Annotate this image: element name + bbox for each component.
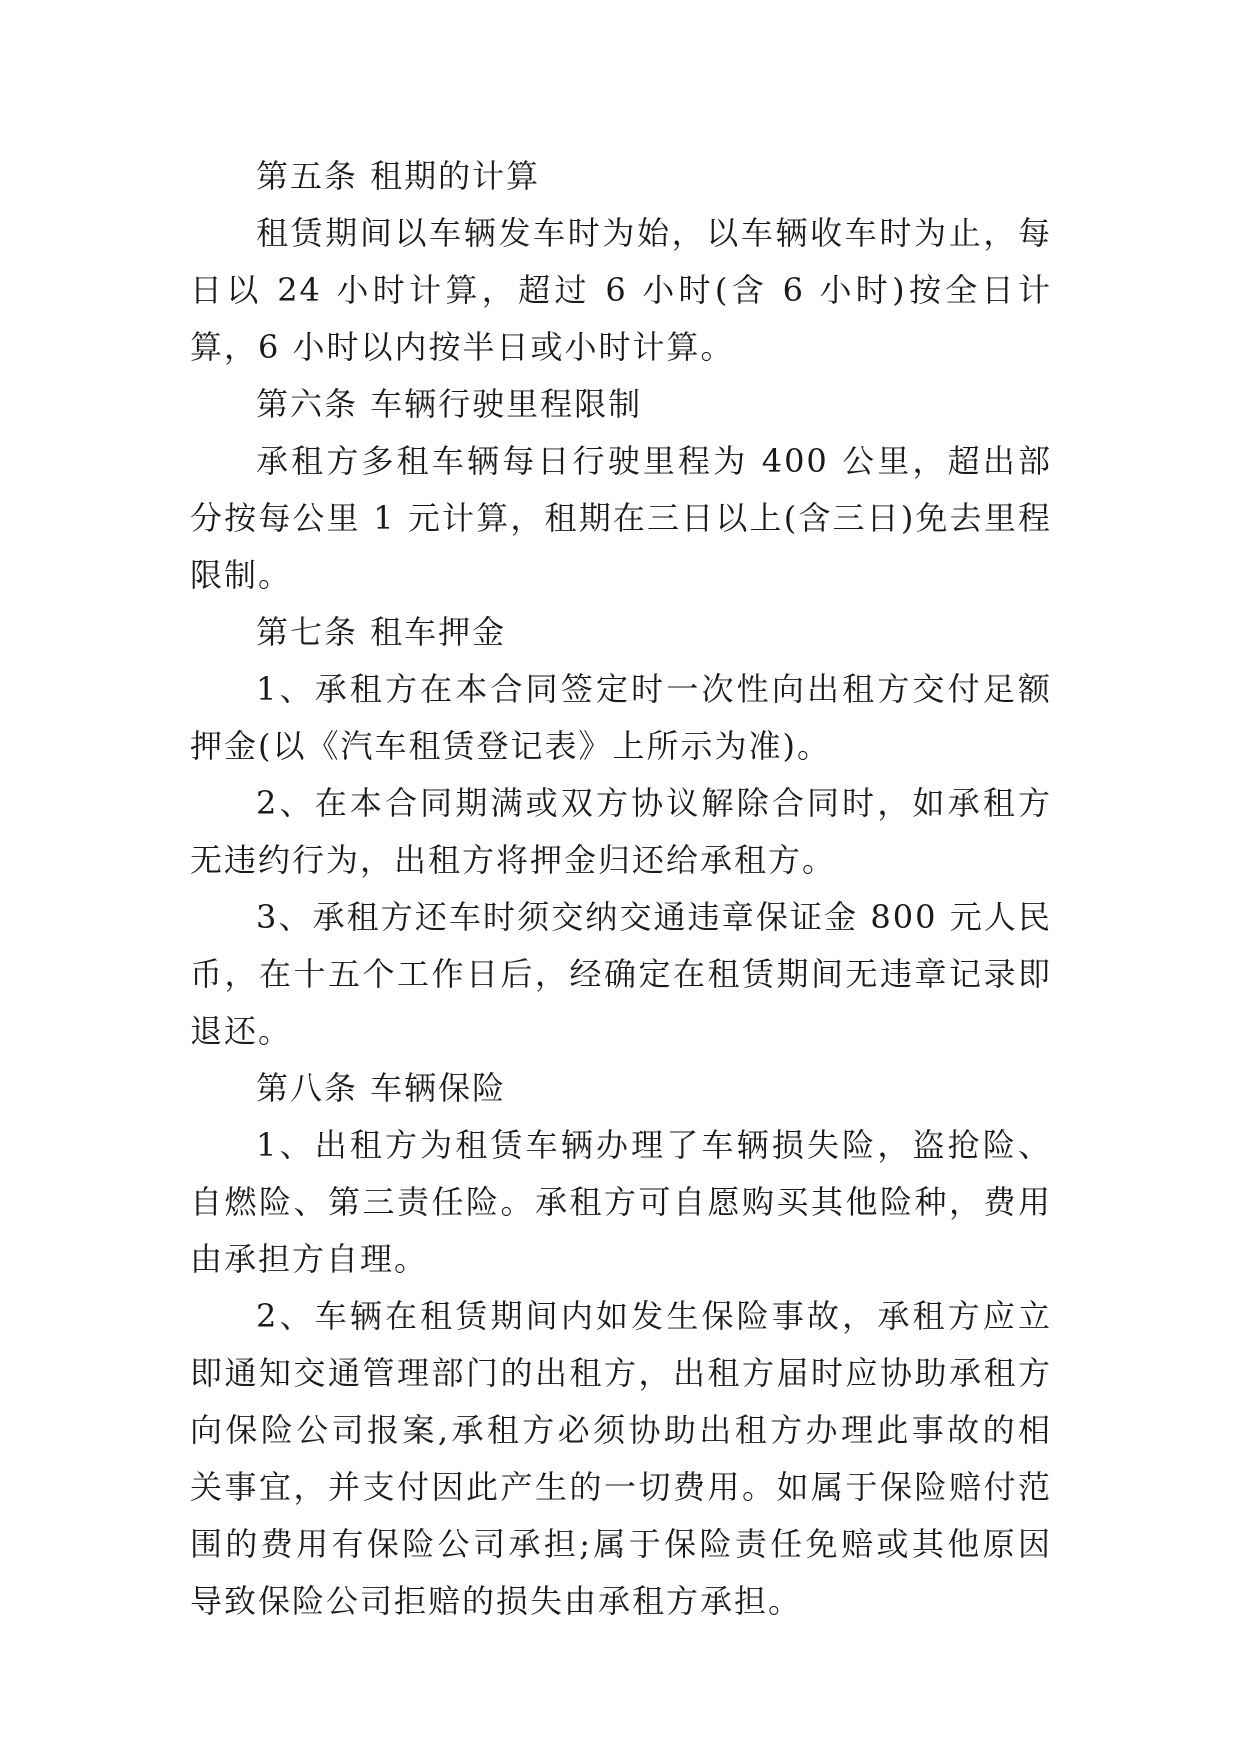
article-8-heading: 第八条 车辆保险 xyxy=(256,1069,507,1107)
article-5-text: 租赁期间以车辆发车时为始，以车辆收车时为止，每日以 24 小时计算，超过 6 小时(含 6 小时)按全日计算，6 小时以内按半日或小时计算。 xyxy=(190,214,1052,366)
article-5-heading: 第五条 租期的计算 xyxy=(256,157,541,195)
article-7-item-1: 1、承租方在本合同签定时一次性向出租方交付足额押金(以《汽车租赁登记表》上所示为准)。 xyxy=(190,670,1052,765)
article-8-item-2: 2、车辆在租赁期间内如发生保险事故，承租方应立即通知交通管理部门的出租方，出租方届时应协助承租方向保险公司报案,承租方必须协助出租方办理此事故的相关事宜，并支付因此产生的一切费用。如属于保险赔付范围的费用有保险公司承担;属于保险责任免赔或其他原因导致保险公司拒赔的损失由承租方承担。 xyxy=(190,1297,1052,1620)
article-7-item-2: 2、在本合同期满或双方协议解除合同时，如承租方无违约行为，出租方将押金归还给承租方。 xyxy=(190,784,1052,879)
article-6-heading: 第六条 车辆行驶里程限制 xyxy=(256,385,643,423)
document-body xyxy=(190,148,1052,1630)
article-7-heading: 第七条 租车押金 xyxy=(256,613,507,651)
article-6-text: 承租方多租车辆每日行驶里程为 400 公里，超出部分按每公里 1 元计算，租期在三日以上(含三日)免去里程限制。 xyxy=(190,442,1052,594)
article-8-item-1: 1、出租方为租赁车辆办理了车辆损失险，盗抢险、自燃险、第三责任险。承租方可自愿购买其他险种，费用由承担方自理。 xyxy=(190,1126,1052,1278)
article-7-item-3: 3、承租方还车时须交纳交通违章保证金 800 元人民币，在十五个工作日后，经确定在租赁期间无违章记录即退还。 xyxy=(190,898,1052,1050)
